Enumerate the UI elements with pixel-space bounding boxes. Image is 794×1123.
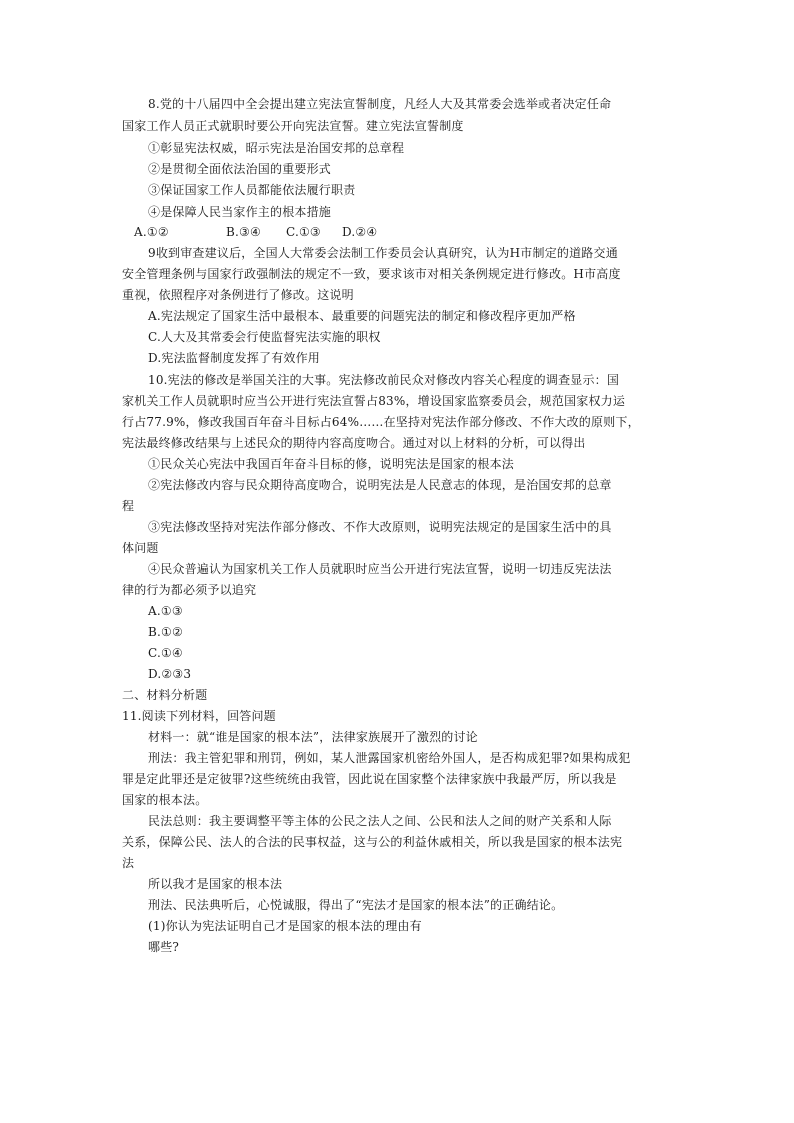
q11-constitution-line: 所以我才是国家的根本法 [148, 877, 283, 891]
q10-statement-2-cont: 程 [122, 499, 135, 513]
q11-conclusion: 刑法、民法典听后，心悦诚服，得出了“宪法才是国家的根本法”的正确结论。 [148, 898, 564, 912]
q10-option-d[interactable]: D.②③3 [148, 667, 192, 681]
q8-option-c[interactable]: C.①③ [286, 225, 321, 239]
q11-criminal-law-line-2: 罪是定此罪还是定彼罪?这些统统由我管，因此说在国家整个法律家族中我最严厉，所以我是 [122, 772, 617, 786]
q8-stem-line-2: 国家工作人员正式就职时要公开向宪法宣誓。建立宪法宣誓制度 [122, 119, 464, 133]
q10-statement-1: ①民众关心宪法中我国百年奋斗目标的修，说明宪法是国家的根本法 [148, 457, 515, 471]
q11-criminal-law-line-1: 刑法：我主管犯罪和刑罚，例如，某人泄露国家机密给外国人，是否构成犯罪?如果构成犯 [148, 751, 631, 765]
q11-criminal-law-line-3: 国家的根本法。 [122, 793, 208, 807]
q10-option-a[interactable]: A.①③ [148, 604, 183, 618]
q11-civil-law-line-1: 民法总则：我主要调整平等主体的公民之法人之间、公民和法人之间的财产关系和人际 [148, 814, 612, 828]
q8-option-d[interactable]: D.②④ [342, 225, 378, 239]
q8-options [134, 222, 377, 242]
section-heading: 二、材料分析题 [122, 688, 208, 702]
q8-statement-1: ①彰显宪法权威，昭示宪法是治国安邦的总章程 [148, 141, 405, 155]
q11-question-1-cont: 哪些? [148, 940, 180, 954]
q10-stem-line-2: 家机关工作人员就职时应当公开进行宪法宣誓占83%，增设国家监察委员会，规范国家权力运 [122, 394, 626, 408]
q10-stem-line-3: 行占77.9%，修改我国百年奋斗目标占64%……在坚持对宪法作部分修改、不作大改的原则下， [122, 415, 640, 429]
q10-statement-4-cont: 律的行为都必须予以追究 [122, 583, 257, 597]
q11-material-1: 材料一：就“谁是国家的根本法”，法律家族展开了激烈的讨论 [148, 730, 478, 744]
q11-civil-law-line-2: 关系，保障公民、法人的合法的民事权益，这与公的利益休戚相关，所以我是国家的根本法宪 [122, 835, 623, 849]
q9-stem-line-2: 安全管理条例与国家行政强制法的规定不一致，要求该市对相关条例规定进行修改。H市高度 [122, 267, 621, 281]
q8-option-b[interactable]: B.③④ [226, 225, 261, 239]
q8-stem-line-1: 8.党的十八届四中全会提出建立宪法宣誓制度，凡经人大及其常委会选举或者决定任命 [148, 97, 612, 111]
q10-statement-3: ③宪法修改坚持对宪法作部分修改、不作大改原则，说明宪法规定的是国家生活中的具 [148, 520, 612, 534]
q8-statement-4: ④是保障人民当家作主的根本措施 [148, 205, 332, 219]
q11-civil-law-line-3: 法 [122, 856, 135, 870]
q10-stem-line-1: 10.宪法的修改是举国关注的大事。宪法修改前民众对修改内容关心程度的调查显示：国 [148, 373, 620, 387]
q11-intro: 11.阅读下列材料，回答问题 [122, 709, 276, 723]
q10-statement-3-cont: 体问题 [122, 541, 159, 555]
q10-statement-2: ②宪法修改内容与民众期待高度吻合，说明宪法是人民意志的体现，是治国安邦的总章 [148, 478, 612, 492]
q10-stem-line-4: 宪法最终修改结果与上述民众的期待内容高度吻合。通过对以上材料的分析，可以得出 [122, 436, 586, 450]
q8-statement-2: ②是贯彻全面依法治国的重要形式 [148, 162, 332, 176]
q8-statement-3: ③保证国家工作人员都能依法履行职责 [148, 183, 356, 197]
q8-option-a[interactable]: A.①② [134, 225, 169, 239]
q9-option-a[interactable]: A.宪法规定了国家生活中最根本、最重要的问题宪法的制定和修改程序更加严格 [148, 309, 576, 323]
q10-statement-4: ④民众普遍认为国家机关工作人员就职时应当公开进行宪法宣誓，说明一切违反宪法法 [148, 562, 612, 576]
q10-option-c[interactable]: C.①④ [148, 646, 183, 660]
q9-option-c[interactable]: C.人大及其常委会行使监督宪法实施的职权 [148, 330, 381, 344]
q10-option-b[interactable]: B.①② [148, 625, 183, 639]
q9-option-d[interactable]: D.宪法监督制度发挥了有效作用 [148, 351, 321, 365]
q9-stem-line-1: 9收到审查建议后，全国人大常委会法制工作委员会认真研究，认为H市制定的道路交通 [148, 246, 618, 260]
q11-question-1: (1)你认为宪法证明自己才是国家的根本法的理由有 [148, 919, 422, 933]
q9-stem-line-3: 重视，依照程序对条例进行了修改。这说明 [122, 288, 354, 302]
